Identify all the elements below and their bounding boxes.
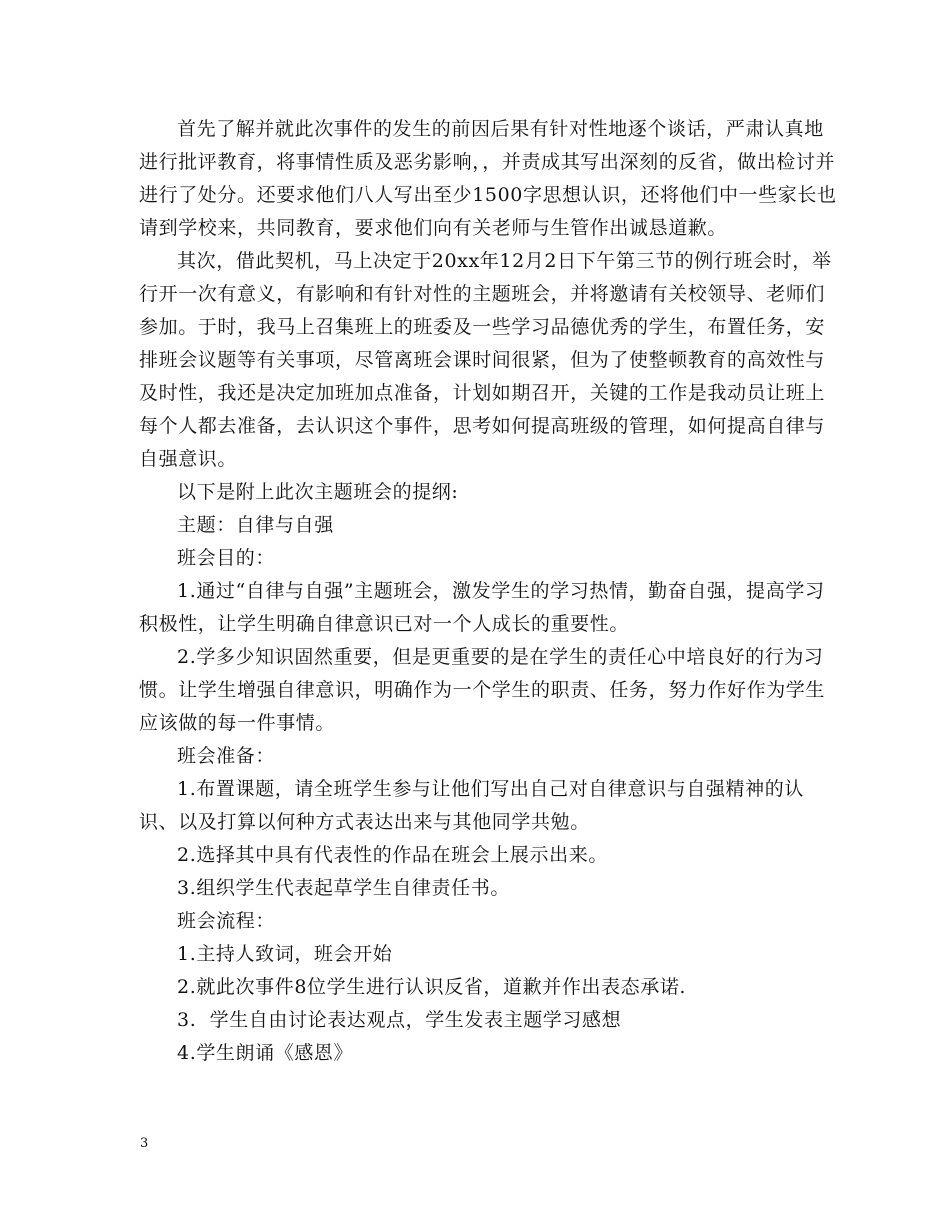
paragraph-2: 其次，借此契机，马上决定于20xx年12月2日下午第三节的例行班会时，举行开一次有意义，有影响和有针对性的主题班会，并将邀请有关校领导、老师们参加。于时，我马上召集班上的班委及一些学习品德优秀的学生，布置任务，安排班会议题等有关事项，尽管离班会课时间很紧，但为了使整顿教育的高效性与及时性，我还是决定加班加点准备，计划如期召开，关键的工作是我动员让班上每个人都去准备，去认识这个事件，思考如何提高班级的管理，如何提高自律与自强意识。 bbox=[139, 250, 832, 470]
purpose-item-1: 1.通过“自律与自强”主题班会，激发学生的学习热情，勤奋自强，提高学习积极性，让学生明确自律意识已对一个人成长的重要性。 bbox=[139, 580, 825, 635]
preparation-item-3: 3.组织学生代表起草学生自律责任书。 bbox=[177, 877, 510, 899]
process-item-2: 2.就此次事件8位学生进行认识反省，道歉并作出表态承诺. bbox=[177, 976, 687, 998]
theme-line: 主题：自律与自强 bbox=[177, 514, 334, 536]
purpose-item-2: 2.学多少知识固然重要，但是更重要的是在学生的责任心中培良好的行为习惯。让学生增强自律意识，明确作为一个学生的职责、任务，努力作好作为学生应该做的每一件事情。 bbox=[139, 646, 826, 734]
process-item-3: 3. 学生自由讨论表达观点，学生发表主题学习感想 bbox=[177, 1009, 622, 1031]
document-body bbox=[139, 113, 839, 1070]
section-heading-purpose: 班会目的： bbox=[177, 547, 276, 569]
process-item-4: 4.学生朗诵《感恩》 bbox=[177, 1042, 354, 1064]
page-number: 3 bbox=[140, 1136, 149, 1151]
preparation-item-2: 2.选择其中具有代表性的作品在班会上展示出来。 bbox=[177, 844, 608, 866]
outline-intro: 以下是附上此次主题班会的提纲: bbox=[177, 481, 459, 503]
paragraph-1: 首先了解并就此次事件的发生的前因后果有针对性地逐个谈话，严肃认真地进行批评教育，将事情性质及恶劣影响，，并责成其写出深刻的反省，做出检讨并进行了处分。还要求他们八人写出至少1500字思想认识，还将他们中一些家长也请到学校来，共同教育，要求他们向有关老师与生管作出诚恳道歉。 bbox=[139, 118, 837, 239]
preparation-item-1: 1.布置课题，请全班学生参与让他们写出自己对自律意识与自强精神的认识、以及打算以何种方式表达出来与其他同学共勉。 bbox=[139, 778, 804, 833]
section-heading-preparation: 班会准备： bbox=[177, 745, 276, 767]
section-heading-process: 班会流程： bbox=[177, 910, 276, 932]
process-item-1: 1.主持人致词，班会开始 bbox=[177, 943, 393, 965]
